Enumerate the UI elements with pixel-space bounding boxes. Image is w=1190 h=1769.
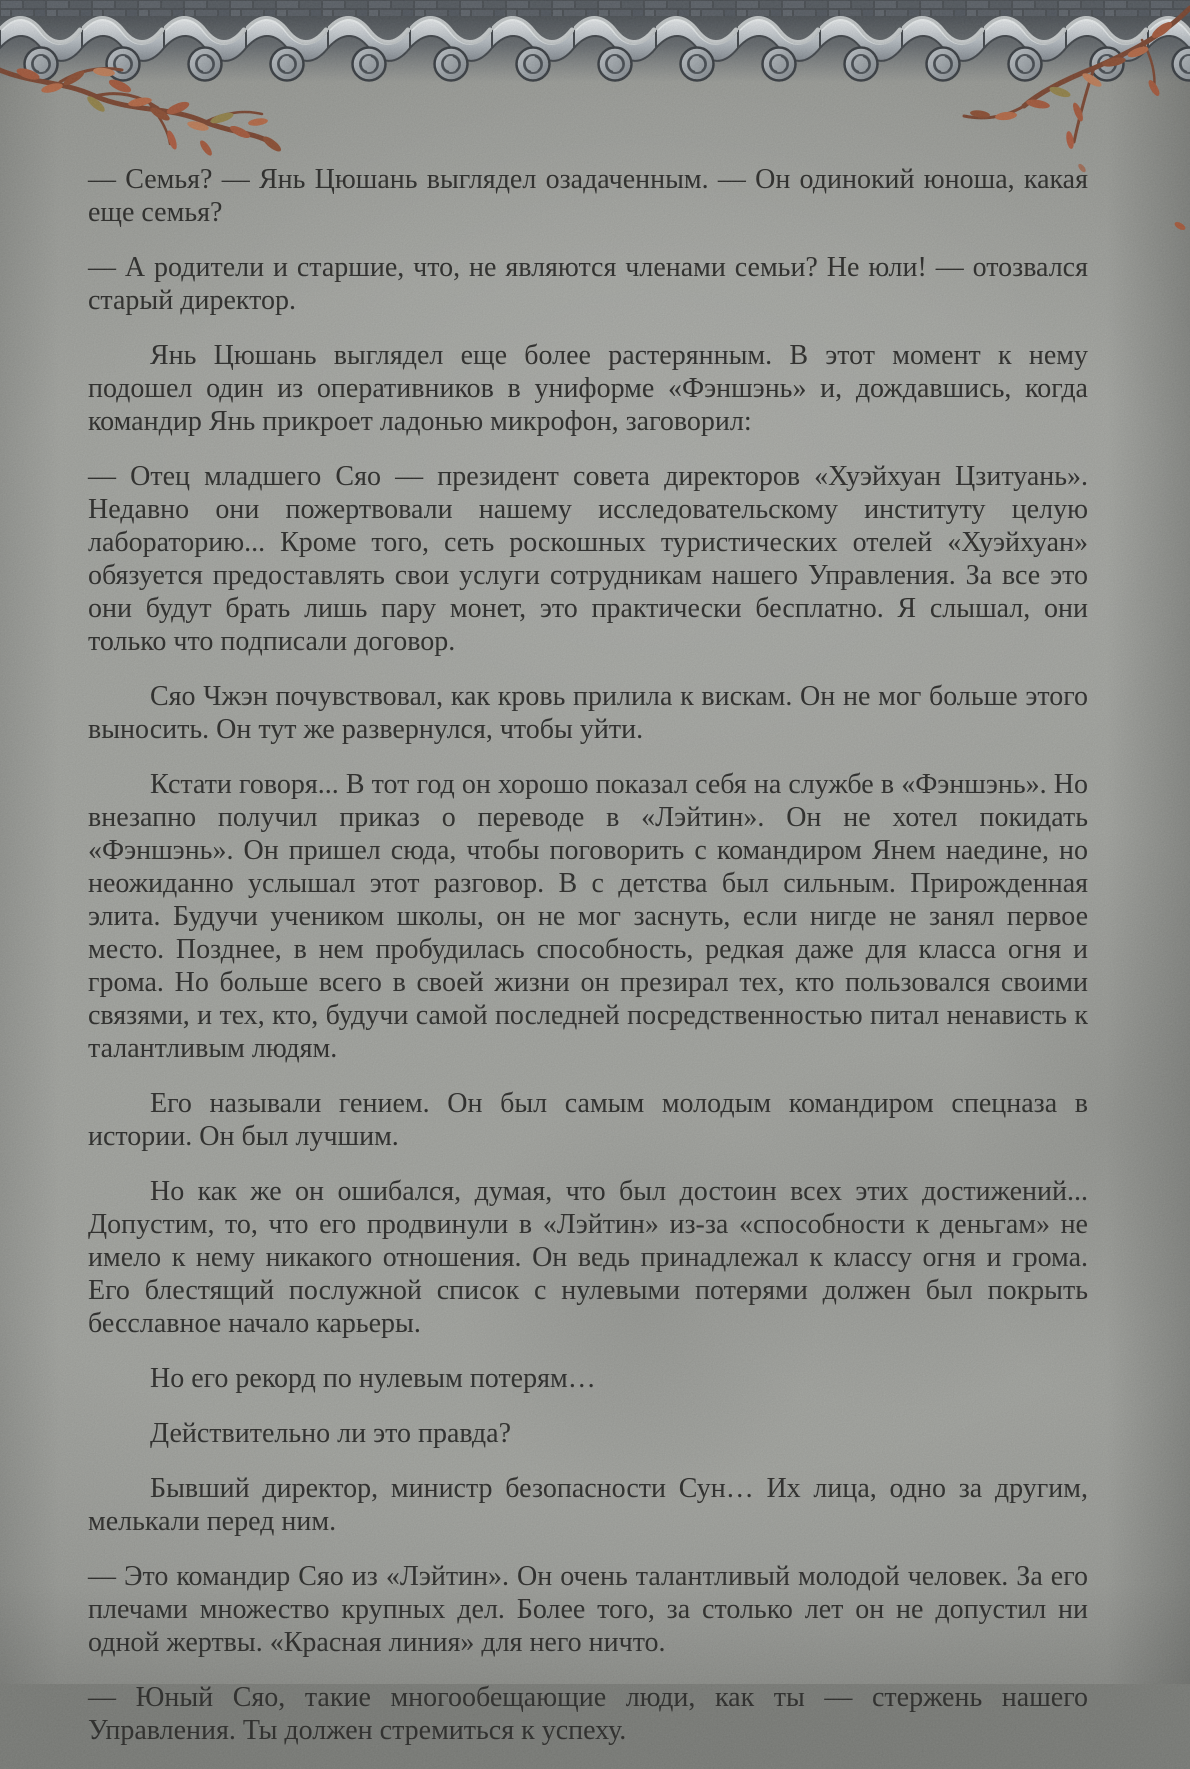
paragraph: — Это командир Сяо из «Лэйтин». Он очень талантливый молодой человек. За его плечами множество крупных дел. Более того, за столько лет он не допустил ни одной жертвы. «Красная линия» для него ничто. [88, 1561, 1088, 1658]
paragraph: Но как же он ошибался, думая, что был достоин всех этих достижений... Допустим, то, что его продвинули в «Лэйтин» из-за «способности к деньгам» не имело к нему никакого отношения. Он ведь принадлежал к классу огня и грома. Его блестящий послужной список с нулевыми потерями должен был покрыть бесславное начало карьеры. [88, 1176, 1088, 1339]
paragraph: Янь Цюшань выглядел еще более растерянным. В этот момент к нему подошел один из оперативников в униформе «Фэншэнь» и, дождавшись, когда командир Янь прикроет ладонью микрофон, заговорил: [88, 340, 1088, 437]
paragraph: — Отец младшего Сяо — президент совета директоров «Хуэйхуан Цзитуань». Недавно они пожертвовали нашему исследовательскому институту целую лабораторию... Кроме того, сеть роскошных туристических отелей «Хуэйхуан» обязуется предоставлять свои услуги сотрудникам нашего Управления. За все это они будут брать лишь пару монет, это практически бесплатно. Я слышал, они только что подписали договор. [88, 461, 1088, 657]
paragraph: Кстати говоря... В тот год он хорошо показал себя на службе в «Фэншэнь». Но внезапно получил приказ о переводе в «Лэйтин». Он не хотел покидать «Фэншэнь». Он пришел сюда, чтобы поговорить с командиром Янем наедине, но неожиданно услышал этот разговор. В с детства был сильным. Прирожденная элита. Будучи учеником школы, он не мог заснуть, если нигде не занял первое место. Позднее, в нем пробудилась способность, редкая даже для класса огня и грома. Но больше всего в своей жизни он презирал тех, кто пользовался своими связями, и тех, кто, будучи самой последней посредственностью питал ненависть к талантливым людям. [88, 769, 1088, 1064]
paragraph: Бывший директор, министр безопасности Сун… Их лица, одно за другим, мелькали перед ним. [88, 1473, 1088, 1537]
paragraph: — Семья? — Янь Цюшань выглядел озадаченным. — Он одинокий юноша, какая еще семья? [88, 164, 1088, 228]
paragraph: — А родители и старшие, что, не являются членами семьи? Не юли! — отозвался старый директор. [88, 252, 1088, 316]
paragraph: Но его рекорд по нулевым потерям… [150, 1363, 596, 1394]
paragraph: — Юный Сяо, такие многообещающие люди, как ты — стержень нашего Управления. Ты должен стремиться к успеху. [88, 1682, 1088, 1746]
paragraph: Сяо Чжэн почувствовал, как кровь прилила к вискам. Он не мог больше этого выносить. Он тут же развернулся, чтобы уйти. [88, 681, 1088, 745]
branch-decoration-left [0, 52, 330, 167]
paragraph: Действительно ли это правда? [150, 1418, 511, 1449]
chapter-content [88, 163, 1088, 1769]
paragraph: Его называли гением. Он был самым молодым командиром спецназа в истории. Он был лучшим. [88, 1088, 1088, 1152]
